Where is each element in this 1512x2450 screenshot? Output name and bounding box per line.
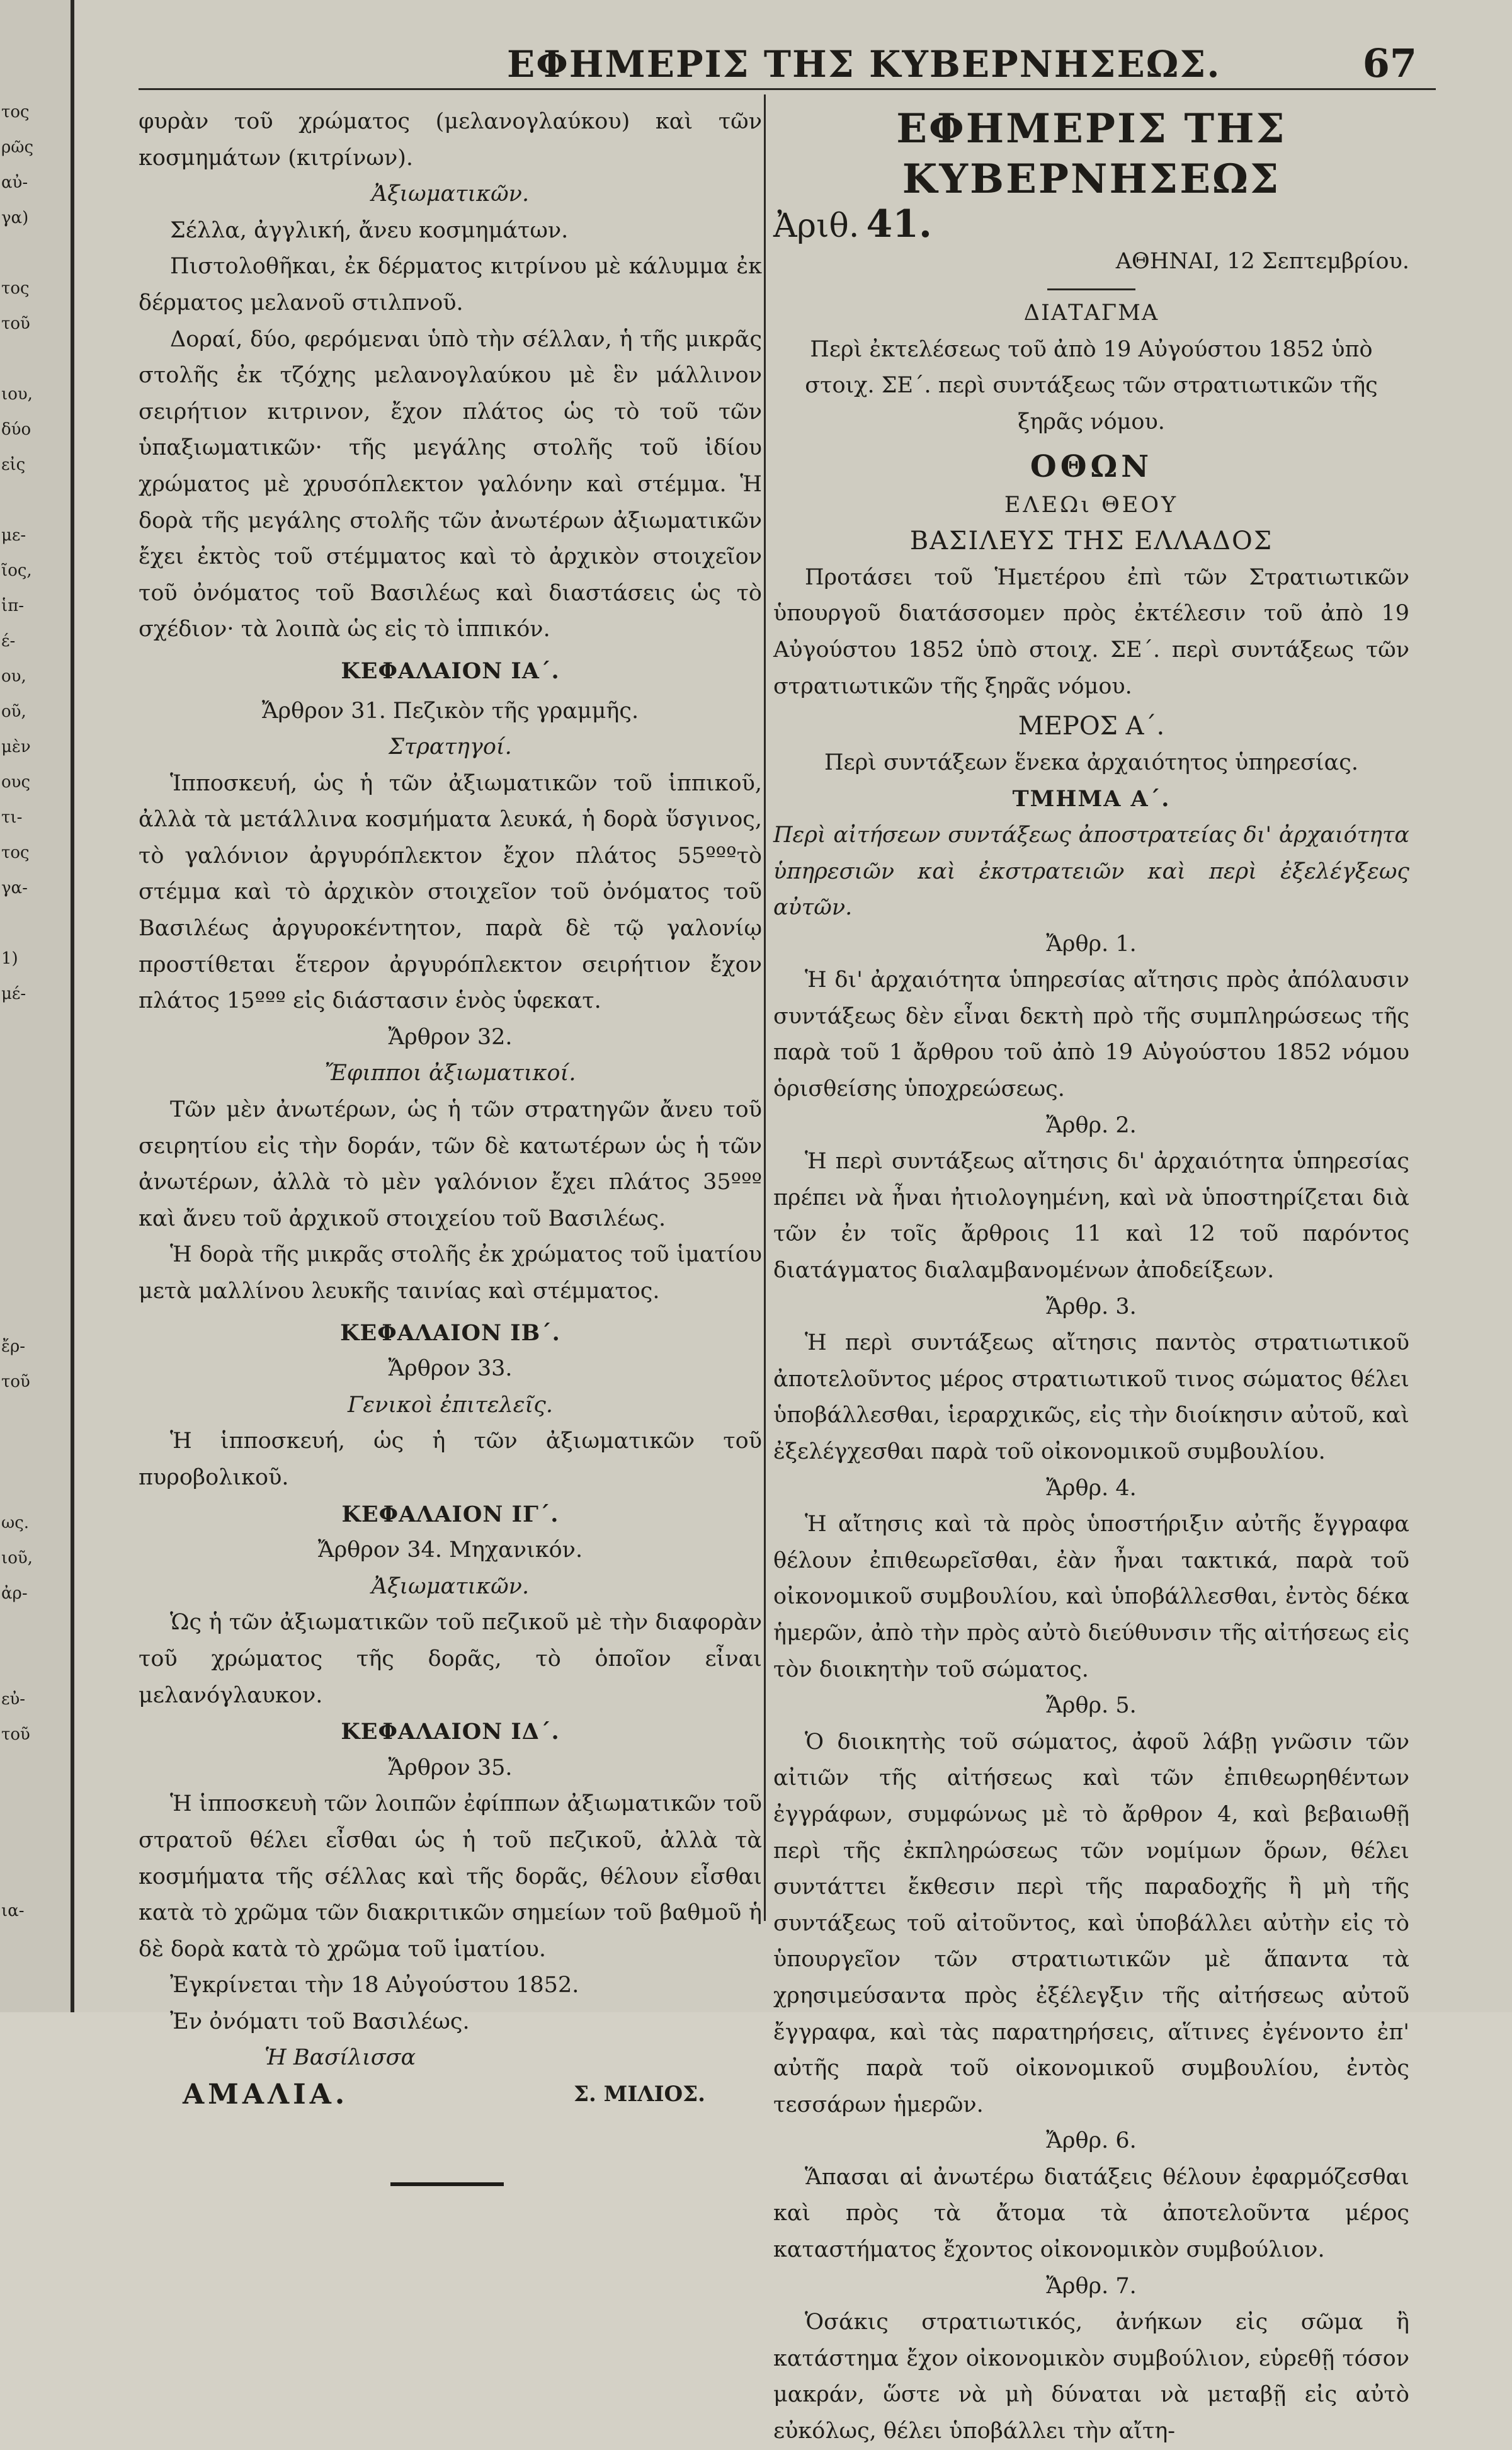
facing-page-fragment: δύο: [1, 420, 31, 439]
place-date: ΑΘΗΝΑΙ, 12 Σεπτεμβρίου.: [1115, 248, 1409, 274]
facing-page-fragment: γα-: [1, 879, 28, 897]
article-heading: Ἄρθρον 32.: [388, 1024, 513, 1050]
facing-page-fragment: ἔρ-: [1, 1337, 26, 1356]
article-text: Ὁ διοικητὴς τοῦ σώματος, ἀφοῦ λάβῃ γνῶσιν τῶν αἰτιῶν τῆς αἰτήσεως καὶ τῶν ἐπιθεωρηθέντων ἐγγράφων, συμφώνως μὲ τὸ ἄρθρον 4, καὶ βεβαιωθῇ περὶ τῆς ἐκπληρώσεως τῶν νομίμων ὅρων, θέλει συντάττει ἔκθεσιν περὶ τῆς παραδοχῆς ἢ μὴ τῆς συντάξεως τοῦ αἰτοῦντος, καὶ ὑποβάλλει αὐτὴν εἰς τὸ ὑπουργεῖον τῶν στρατιωτικῶν μὲ ἅπαντα τὰ χρησιμεύσαντα πρὸς ἐξέλεγξιν τῆς αἰτήσεως αὐτοῦ ἔγγραφα, καὶ τὰς παρατηρήσεις, αἵτινες ἐγένοντο ἐπ' αὐτῆς παρὰ τοῦ οἰκονομικοῦ συμβουλίου, ἐντὸς τεσσάρων ἡμερῶν.: [773, 1729, 1409, 2117]
left-column: [139, 104, 762, 2186]
paragraph: Ὡς ἡ τῶν ἀξιωματικῶν τοῦ πεζικοῦ μὲ τὴν διαφορὰν τοῦ χρώματος τῆς δορᾶς, τὸ ὁποῖον εἶναι μελανόγλαυκον.: [139, 1610, 762, 1708]
facing-page-fragment: ρῶς: [1, 138, 34, 157]
part-title: Περὶ συντάξεων ἕνεκα ἀρχαιότητος ὑπηρεσίας.: [824, 749, 1358, 775]
section-title: Περὶ αἰτήσεων συντάξεως ἀποστρατείας δι' ἀρχαιότητα ὑπηρεσιῶν καὶ ἐκστρατειῶν καὶ περὶ ἐξελέγξεως αὐτῶν.: [773, 822, 1409, 921]
article-heading: Ἄρθρ. 1.: [1046, 931, 1137, 957]
facing-page-fragment: [0, 1117, 71, 1153]
preamble: Προτάσει τοῦ Ἡμετέρου ἐπὶ τῶν Στρατιωτικῶν ὑπουργοῦ διατάσσομεν πρὸς ἐκτέλεσιν τοῦ ἀπὸ 19 Αὐγούστου 1852 ὑπὸ στοιχ. ΣΕ΄. περὶ συντάξεως τῶν στρατιωτικῶν τῆς ξηρᾶς νόμου.: [773, 564, 1409, 699]
signatures: [139, 2077, 762, 2113]
article-heading: Ἄρθρ. 3.: [1046, 1294, 1137, 1319]
facing-page-fragment: [0, 1258, 71, 1294]
paragraph: Ἡ δορὰ τῆς μικρᾶς στολῆς ἐκ χρώματος τοῦ ἱματίου μετὰ μαλλίνου λευκῆς ταινίας καὶ στέμματος.: [139, 1242, 762, 1304]
in-name-line: Ἐν ὀνόματι τοῦ Βασιλέως.: [170, 2008, 470, 2034]
facing-page-fragment: αὐ-: [1, 173, 28, 192]
paragraph: Ἱπποσκευή, ὡς ἡ τῶν ἀξιωματικῶν τοῦ ἱππικοῦ, ἀλλὰ τὰ μετάλλινα κοσμήματα λευκά, ἡ δορὰ ὕσγινος, τὸ γαλόνιον ἀργυρόπλεκτον ἔχον πλάτος 55ºººτὸ στέμμα καὶ τὸ ἀρχικὸν στοιχεῖον τοῦ ὀνόματος τοῦ Βασιλέως ἀργυροκέντητον, παρὰ δὲ τῷ γαλονίῳ προστίθεται ἕτερον ἀργυρόπλεκτον σειρήτιον ἔχον πλάτος 15ººº εἰς διάστασιν ἑνὸς ὑφεκατ.: [139, 770, 762, 1014]
article-heading: Ἄρθρ. 5.: [1046, 1693, 1137, 1719]
facing-page-fragment: [0, 341, 71, 377]
article-text: Ὁσάκις στρατιωτικός, ἀνήκων εἰς σῶμα ἢ κατάστημα ἔχον οἰκονομικὸν συμβούλιον, εὑρεθῇ τόσον μακράν, ὥστε νὰ μὴ δύναται νὰ μεταβῇ εἰς αὐτὸ εὐκόλως, θέλει ὑποβάλλει τὴν αἴτη-: [773, 2310, 1409, 2444]
issue-number: 41.: [866, 202, 932, 246]
issue-line: [773, 202, 1409, 249]
subheading: Γενικοὶ ἐπιτελεῖς.: [347, 1392, 553, 1418]
issue-label: Ἀριθ.: [773, 207, 860, 245]
signature-milios: Σ. ΜΙΛΙΟΣ.: [573, 2082, 705, 2107]
subheading: Ἀξιωματικῶν.: [371, 1573, 530, 1599]
facing-page-fragment: τι-: [1, 808, 23, 827]
king-name: ΟΘΩΝ: [1030, 448, 1153, 484]
article-text: Ἡ περὶ συντάξεως αἴτησις παντὸς στρατιωτικοῦ ἀποτελοῦντος μέρος στρατιωτικοῦ τινος σώματος θέλει ὑποβάλλεσθαι, ἱεραρχικῶς, εἰς τὴν διοίκησιν αὐτοῦ, καὶ ἐξελέγχεσθαι παρὰ τοῦ οἰκονομικοῦ συμβουλίου.: [773, 1330, 1409, 1464]
facing-page-fragment: [0, 1858, 71, 1893]
facing-page-fragment: εἰς: [1, 455, 26, 474]
chapter-heading: ΚΕΦΑΛΑΙΟΝ ΙΓ΄.: [341, 1501, 559, 1527]
facing-page-fragment: μὲν: [1, 738, 31, 756]
column-divider: [764, 94, 766, 1921]
article-heading: Ἄρθρον 31. Πεζικὸν τῆς γραμμῆς.: [261, 698, 639, 724]
header-rule: [139, 88, 1436, 90]
facing-page-fragment: [0, 1294, 71, 1329]
page-number: 67: [1362, 40, 1417, 86]
facing-page-fragment: [0, 1435, 71, 1470]
article-text: Ἡ δι' ἀρχαιότητα ὑπηρεσίας αἴτησις πρὸς ἀπόλαυσιν συντάξεως δὲν εἶναι δεκτὴ πρὸ τῆς συμπληρώσεως τῆς παρὰ τοῦ 1 ἄρθρου τοῦ ἀπὸ 19 Αὐγούστου 1852 νόμου ὁρισθείσης ὑποχρεώσεως.: [773, 967, 1409, 1102]
facing-page-fragment: [0, 1646, 71, 1682]
article-heading: Ἄρθρον 33.: [388, 1356, 513, 1382]
separator-rule: [1047, 288, 1135, 290]
facing-page-fragment: [0, 1153, 71, 1188]
facing-page-fragment: [0, 1752, 71, 1787]
king-title: ΒΑΣΙΛΕΥΣ ΤΗΣ ΕΛΛΑΔΟΣ: [909, 527, 1273, 556]
facing-page-fragment: ιου,: [1, 385, 33, 404]
paragraph: Δοραί, δύο, φερόμεναι ὑπὸ τὴν σέλλαν, ἡ τῆς μικρᾶς στολῆς ἐκ τζόχης μελανογλαύκου μὲ ἓν μάλλινον σειρήτιον κιτρινον, ἔχον πλάτος ὡς τὸ τοῦ τῶν ὑπαξιωματικῶν· τῆς μεγάλης στολῆς τοῦ ἰδίου χρώματος μὲ χρυσόπλεκτον γαλόνην καὶ στέμμα. Ἡ δορὰ τῆς μεγάλης στολῆς τῶν ἀνωτέρων ἀξιωματικῶν ἔχει ἐκτὸς τοῦ στέμματος καὶ τὸ ἀρχικὸν στοιχεῖον τοῦ ὀνόματος τοῦ Βασιλέως καὶ διαστάσεις ὡς τὸ σχέδιον· τὰ λοιπὰ ὡς εἰς τὸ ἱππικόν.: [139, 326, 762, 642]
subheading: Στρατηγοί.: [389, 734, 512, 760]
decree-heading: ΔΙΑΤΑΓΜΑ: [1023, 300, 1159, 326]
chapter-heading: ΚΕΦΑΛΑΙΟΝ ΙΔ΄.: [341, 1719, 560, 1745]
article-heading: Ἄρθρ. 7.: [1046, 2273, 1137, 2299]
article-heading: Ἄρθρ. 2.: [1046, 1112, 1137, 1138]
article-text: Ἡ περὶ συντάξεως αἴτησις δι' ἀρχαιότητα ὑπηρεσίας πρέπει νὰ ἦναι ἠτιολογημένη, καὶ νὰ ὑποστηρίζεται διὰ τῶν ἐν τοῖς ἄρθροις 11 καὶ 12 τοῦ παρόντος διατάγματος διαλαμβανομένων ἀποδείξεων.: [773, 1149, 1409, 1284]
facing-page-fragment: ἱπ-: [1, 596, 25, 615]
facing-page-fragment: ἀρ-: [1, 1584, 28, 1603]
facing-page-fragment: [0, 1223, 71, 1258]
facing-page-fragment: [0, 236, 71, 271]
queen-line: Ἡ Βασίλισσα: [264, 2045, 416, 2071]
facing-page-fragment: έ-: [1, 632, 16, 651]
part-heading: ΜΕΡΟΣ Α΄.: [1018, 712, 1165, 741]
paragraph: Πιστολοθῆκαι, ἐκ δέρματος κιτρίνου μὲ κάλυμμα ἐκ δέρματος μελανοῦ στιλπνοῦ.: [139, 254, 762, 316]
article-heading: Ἄρθρ. 6.: [1046, 2128, 1137, 2154]
facing-page-fragment: τος: [1, 279, 30, 298]
paragraph: φυρὰν τοῦ χρώματος (μελανογλαύκου) καὶ τῶν κοσμημάτων (κιτρίνων).: [139, 109, 762, 171]
right-column: [773, 104, 1409, 2450]
facing-page-fragment: οῦ,: [1, 702, 26, 721]
article-text: Ἡ αἴτησις καὶ τὰ πρὸς ὑποστήριξιν αὐτῆς ἔγγραφα θέλουν ἐπιθεωρεῖσθαι, ἐὰν ἦναι τακτικά, παρὰ τοῦ οἰκονομικοῦ συμβουλίου, καὶ ὑποβάλλεσθαι, ἐντὸς δέκα ἡμερῶν, ἀπὸ τὴν πρὸς αὐτὸ διεύθυνσιν τῆς αἰτήσεως εἰς τὸν διοικητὴν τοῦ σώματος.: [773, 1512, 1409, 1682]
chapter-heading: ΚΕΦΑΛΑΙΟΝ ΙΒ΄.: [340, 1319, 560, 1346]
chapter-heading: ΚΕΦΑΛΑΙΟΝ ΙΑ΄.: [341, 658, 560, 684]
paragraph: Ἡ ἱπποσκευὴ τῶν λοιπῶν ἐφίππων ἀξιωματικῶν τοῦ στρατοῦ θέλει εἶσθαι ὡς ἡ τοῦ πεζικοῦ, ἀλλὰ τὰ κοσμήματα τῆς σέλλας καὶ τῆς δορᾶς, θέλουν εἶσθαι κατὰ τὸ χρῶμα τῶν διακριτικῶν σημείων τοῦ βαθμοῦ ἡ δὲ δορὰ κατὰ τὸ χρῶμα τοῦ ἱματίου.: [139, 1791, 762, 1962]
decree-subject: Περὶ ἐκτελέσεως τοῦ ἀπὸ 19 Αὐγούστου 1852 ὑπὸ στοιχ. ΣΕ΄. περὶ συντάξεως τῶν στρατιωτικῶν τῆς ξηρᾶς νόμου.: [805, 336, 1378, 435]
running-header: [139, 38, 1436, 94]
article-text: Ἅπασαι αἱ ἀνωτέρω διατάξεις θέλουν ἐφαρμόζεσθαι καὶ πρὸς τὰ ἄτομα τὰ ἀποτελοῦντα μέρος καταστήματος ἔχοντος οἰκονομικὸν συμβούλιον.: [773, 2164, 1409, 2263]
article-heading: Ἄρθρον 35.: [388, 1755, 513, 1781]
subheading: Ἀξιωματικῶν.: [371, 181, 530, 207]
running-title: ΕΦΗΜΕΡΙΣ ΤΗΣ ΚΥΒΕΡΝΗΣΕΩΣ.: [507, 43, 1221, 86]
facing-page-fragment: [0, 1188, 71, 1223]
facing-page-fragment: τος: [1, 103, 30, 122]
facing-page-fragment: τοῦ: [1, 1725, 30, 1744]
facing-page-margin: [0, 0, 74, 2012]
facing-page-fragment: ια-: [1, 1901, 25, 1920]
facing-page-fragment: τος: [1, 843, 30, 862]
facing-page-fragment: 1): [1, 949, 18, 968]
by-grace: ΕΛΕΩι ΘΕΟΥ: [1004, 492, 1179, 518]
subheading: Ἔφιπποι ἀξιωματικοί.: [324, 1061, 576, 1086]
facing-page-fragment: ιοῦ,: [1, 1549, 33, 1568]
facing-page-fragment: [0, 1082, 71, 1117]
facing-page-fragment: γα): [1, 208, 29, 227]
paragraph: Τῶν μὲν ἀνωτέρων, ὡς ἡ τῶν στρατηγῶν ἄνευ τοῦ σειρητίου εἰς τὴν δοράν, τῶν δὲ κατωτέρων ὡς ἡ τῶν ἀνωτέρων, ἀλλὰ τὸ μὲν γαλόνιον ἔχει πλάτος 35ººº καὶ ἄνευ τοῦ ἀρχικοῦ στοιχείου τοῦ Βασιλέως.: [139, 1097, 762, 1231]
paragraph: Ἡ ἱπποσκευή, ὡς ἡ τῶν ἀξιωματικῶν τοῦ πυροβολικοῦ.: [139, 1428, 762, 1490]
facing-page-fragment: ους: [1, 773, 31, 792]
approval-line: Ἐγκρίνεται τὴν 18 Αὐγούστου 1852.: [170, 1973, 579, 1998]
facing-page-fragment: [0, 1611, 71, 1646]
facing-page-fragment: [0, 906, 71, 941]
article-heading: Ἄρθρ. 4.: [1046, 1475, 1137, 1501]
facing-page-fragment: [0, 482, 71, 518]
signature-amalia: ΑΜΑΛΙΑ.: [183, 2078, 349, 2111]
article-heading: Ἄρθρον 34. Μηχανικόν.: [317, 1537, 583, 1563]
paragraph: Σέλλα, ἀγγλική, ἄνευ κοσμημάτων.: [170, 217, 569, 243]
facing-page-fragment: [0, 1399, 71, 1435]
facing-page-fragment: [0, 1787, 71, 1823]
facing-page-fragment: εὐ-: [1, 1690, 26, 1709]
facing-page-fragment: ως.: [1, 1513, 30, 1532]
facing-page-fragment: με-: [1, 526, 26, 545]
facing-page-fragment: [0, 1470, 71, 1505]
facing-page-fragment: τοῦ: [1, 1372, 30, 1391]
facing-page-fragment: ου,: [1, 667, 26, 686]
facing-page-fragment: [0, 1047, 71, 1082]
facing-page-fragment: τοῦ: [1, 314, 30, 333]
section-heading: ΤΜΗΜΑ Α΄.: [1012, 786, 1171, 812]
facing-page-fragment: μέ-: [1, 984, 26, 1003]
facing-page-fragment: [0, 1011, 71, 1047]
facing-page-fragment: [0, 1823, 71, 1858]
facing-page-fragment: ῖος,: [1, 561, 32, 580]
masthead: ΕΦΗΜΕΡΙΣ ΤΗΣ ΚΥΒΕΡΝΗΣΕΩΣ: [896, 105, 1287, 203]
end-rule: [390, 2182, 504, 2186]
